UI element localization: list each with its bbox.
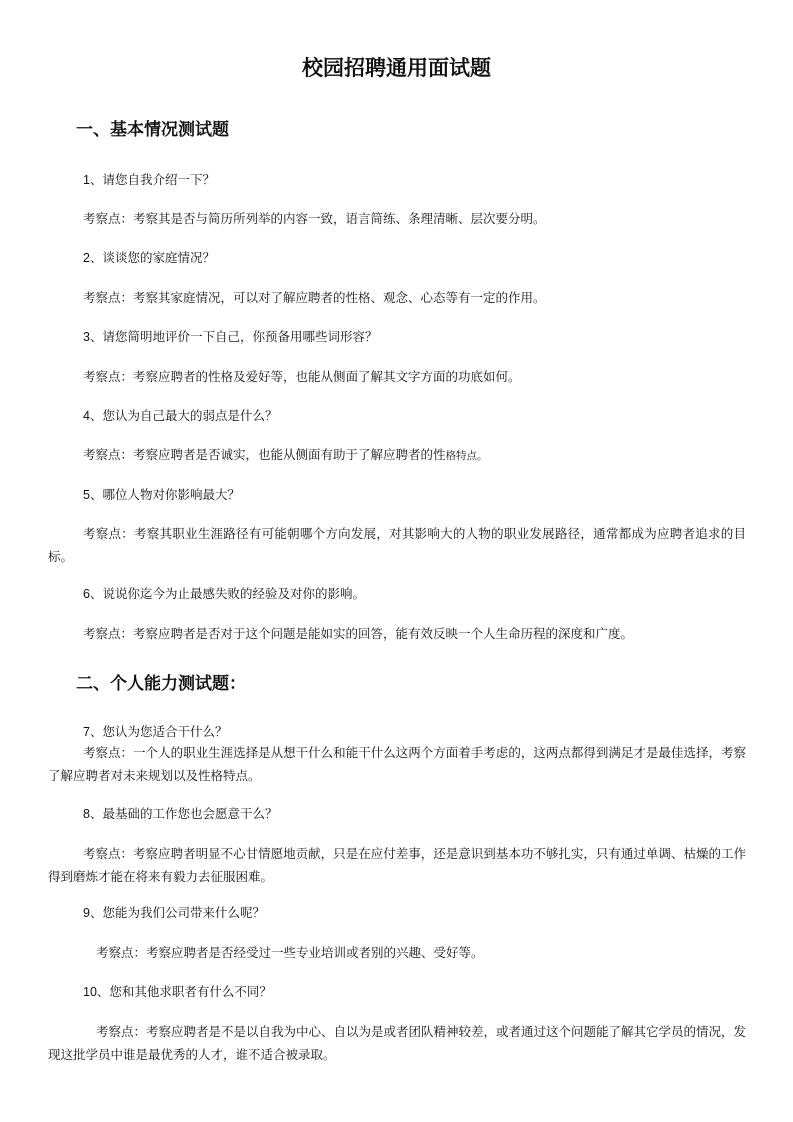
- question-text: 、哪位人物对你影响最大？: [89, 487, 240, 502]
- section-heading-basic: 一、基本情况测试题: [76, 120, 229, 140]
- answer-text-small: 格特点。: [445, 450, 488, 462]
- question-number: 6: [83, 587, 90, 601]
- section-heading-ability: 二、个人能力测试题：: [76, 674, 246, 694]
- question-2: [83, 248, 215, 268]
- question-number: 7: [83, 725, 90, 739]
- answer-8: 考察点：考察应聘者明显不心甘情愿地贡献，只是在应付差事，还是意识到基本功不够扎实，只有通过单调、枯燥的工作得到磨炼才能在将来有毅力去征服困难。: [48, 846, 746, 884]
- question-number: 10: [83, 985, 97, 999]
- question-text: 、您认为自己最大的弱点是什么？: [89, 408, 278, 423]
- answer-6: 考察点：考察应聘者是否对于这个问题是能如实的回答，能有效反映一个人生命历程的深度和广度。: [83, 626, 634, 641]
- question-3: [83, 327, 377, 347]
- question-text: 、请您自我介绍一下？: [89, 172, 215, 187]
- question-number: 3: [83, 330, 90, 344]
- answer-4: [48, 443, 746, 468]
- question-5: [83, 485, 240, 505]
- question-8: [83, 804, 277, 824]
- question-number: 1: [83, 173, 90, 187]
- answer-3: 考察点：考察应聘者的性格及爱好等，也能从侧面了解其文字方面的功底如何。: [83, 369, 521, 384]
- question-text: 、您和其他求职者有什么不同？: [96, 984, 272, 999]
- answer-1: 考察点：考察其是否与简历所列举的内容一致，语言简练、条理清晰、层次要分明。: [83, 211, 546, 226]
- answer-2: 考察点：考察其家庭情况，可以对了解应聘者的性格、观念、心态等有一定的作用。: [83, 290, 546, 305]
- document-title: 校园招聘通用面试题: [302, 56, 491, 80]
- answer-9: 考察点：考察应聘者是否经受过一些专业培训或者别的兴趣、受好等。: [96, 945, 484, 960]
- question-text: 、请您简明地评价一下自己，你预备用哪些词形容？: [89, 329, 378, 344]
- question-number: 5: [83, 488, 90, 502]
- question-7: [83, 722, 227, 742]
- answer-10: 考察点：考察应聘者是不是以自我为中心、自以为是或者团队精神较差，或者通过这个问题能了解其它学员的情况，发现这批学员中谁是最优秀的人才，谁不适合被录取。: [48, 1024, 747, 1062]
- answer-7: 考察点：一个人的职业生涯选择是从想干什么和能干什么这两个方面着手考虑的，这两点都得到满足才是最佳选择，考察了解应聘者对未来规划以及性格特点。: [48, 745, 746, 783]
- question-10: [83, 982, 272, 1002]
- question-number: 8: [83, 807, 90, 821]
- question-6: [83, 584, 365, 604]
- question-4: [83, 406, 277, 426]
- question-text: 、说说你迄今为止最感失败的经验及对你的影响。: [89, 586, 365, 601]
- question-number: 4: [83, 409, 90, 423]
- question-text: 、最基础的工作您也会愿意干么？: [89, 806, 278, 821]
- question-text: 、您认为您适合干什么？: [89, 724, 228, 739]
- question-number: 2: [83, 251, 90, 265]
- question-9: [83, 903, 265, 923]
- answer-text: 考察点：考察应聘者是否诚实，也能从侧面有助于了解应聘者的性: [83, 447, 446, 462]
- answer-5: 考察点：考察其职业生涯路径有可能朝哪个方向发展，对其影响大的人物的职业发展路径，通常都成为应聘者追求的目标。: [48, 526, 746, 564]
- question-text: 、谈谈您的家庭情况？: [89, 250, 215, 265]
- question-number: 9: [83, 906, 90, 920]
- question-1: [83, 170, 215, 190]
- question-text: 、您能为我们公司带来什么呢？: [89, 905, 265, 920]
